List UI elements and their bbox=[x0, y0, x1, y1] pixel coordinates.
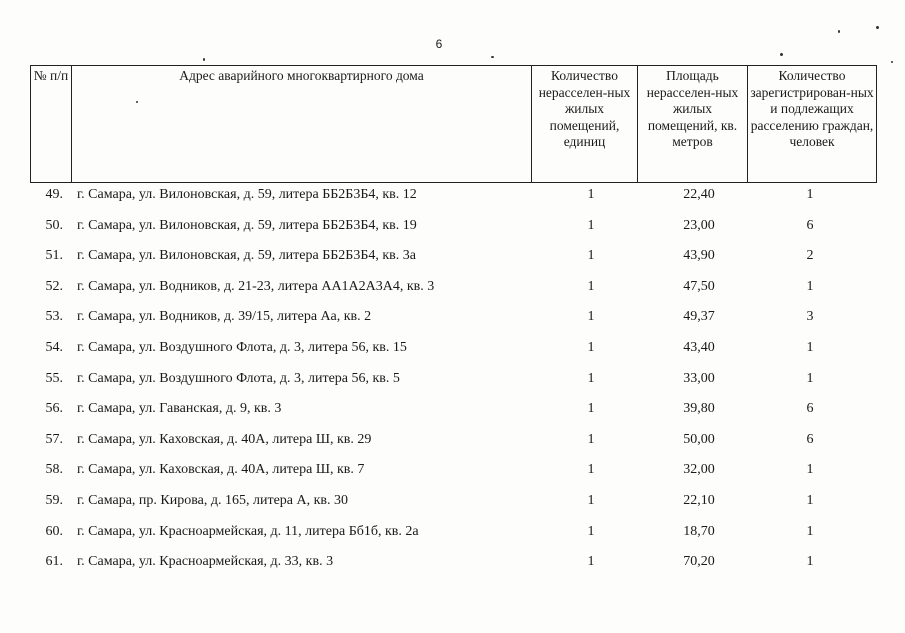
row-number: 53. bbox=[45, 309, 63, 325]
row-people: 3 bbox=[806, 309, 814, 325]
row-units: 1 bbox=[587, 492, 595, 508]
row-area: 22,10 bbox=[683, 492, 715, 508]
row-number: 50. bbox=[45, 217, 63, 233]
table-row bbox=[30, 550, 876, 581]
row-units: 1 bbox=[587, 554, 595, 570]
row-number: 59. bbox=[45, 492, 63, 508]
row-area: 43,90 bbox=[683, 248, 715, 264]
table-row bbox=[30, 520, 876, 551]
table-row bbox=[30, 489, 876, 520]
row-people: 1 bbox=[806, 370, 814, 386]
header-address: Адрес аварийного многоквартирного дома bbox=[72, 66, 532, 183]
row-area: 22,40 bbox=[683, 187, 715, 202]
row-units: 1 bbox=[587, 431, 595, 447]
row-number: 51. bbox=[45, 248, 63, 264]
scan-speck bbox=[780, 53, 783, 56]
row-address: г. Самара, ул. Вилоновская, д. 59, литера ББ2Б3Б4, кв. 3а bbox=[77, 248, 417, 264]
header-people: Количество зарегистрирован-ных и подлежащих расселению граждан, человек bbox=[748, 66, 877, 183]
row-address: г. Самара, пр. Кирова, д. 165, литера А, кв. 30 bbox=[77, 492, 349, 508]
row-address: г. Самара, ул. Водников, д. 21-23, литера АА1А2А3А4, кв. 3 bbox=[77, 278, 435, 294]
row-address: г. Самара, ул. Водников, д. 39/15, литера Аа, кв. 2 bbox=[77, 309, 372, 325]
row-number: 56. bbox=[45, 401, 63, 417]
table-row bbox=[30, 305, 876, 336]
row-people: 6 bbox=[806, 217, 814, 233]
row-people: 1 bbox=[806, 462, 814, 478]
row-units: 1 bbox=[587, 217, 595, 233]
row-units: 1 bbox=[587, 309, 595, 325]
row-area: 50,00 bbox=[683, 431, 715, 447]
table-row bbox=[30, 428, 876, 459]
row-address: г. Самара, ул. Вилоновская, д. 59, литера ББ2Б3Б4, кв. 19 bbox=[77, 217, 417, 233]
table-row bbox=[30, 214, 876, 245]
row-people: 1 bbox=[806, 523, 814, 539]
row-address: г. Самара, ул. Воздушного Флота, д. 3, литера 56, кв. 15 bbox=[77, 339, 407, 355]
row-number: 60. bbox=[45, 523, 63, 539]
header-units: Количество нерасселен-ных жилых помещений, единиц bbox=[532, 66, 638, 183]
row-units: 1 bbox=[587, 248, 595, 264]
row-area: 70,20 bbox=[683, 554, 715, 570]
row-people: 2 bbox=[806, 248, 814, 264]
row-address: г. Самара, ул. Красноармейская, д. 11, литера Бб1б, кв. 2а bbox=[77, 523, 419, 539]
row-number: 54. bbox=[45, 339, 63, 355]
scan-speck bbox=[876, 26, 879, 29]
row-units: 1 bbox=[587, 278, 595, 294]
row-people: 1 bbox=[806, 339, 814, 355]
row-area: 18,70 bbox=[683, 523, 715, 539]
row-address: г. Самара, ул. Каховская, д. 40А, литера Ш, кв. 29 bbox=[77, 431, 372, 447]
row-area: 47,50 bbox=[683, 278, 715, 294]
row-people: 6 bbox=[806, 431, 814, 447]
row-address: г. Самара, ул. Вилоновская, д. 59, литера ББ2Б3Б4, кв. 12 bbox=[77, 187, 417, 202]
row-units: 1 bbox=[587, 462, 595, 478]
row-area: 23,00 bbox=[683, 217, 715, 233]
row-area: 32,00 bbox=[683, 462, 715, 478]
row-number: 49. bbox=[45, 187, 63, 202]
table-row bbox=[30, 397, 876, 428]
row-address: г. Самара, ул. Каховская, д. 40А, литера Ш, кв. 7 bbox=[77, 462, 365, 478]
row-area: 39,80 bbox=[683, 401, 715, 417]
row-people: 1 bbox=[806, 187, 814, 202]
scan-speck bbox=[203, 58, 205, 61]
row-area: 49,37 bbox=[683, 309, 715, 325]
row-people: 1 bbox=[806, 554, 814, 570]
scan-speck bbox=[838, 30, 840, 33]
header-area: Площадь нерасселен-ных жилых помещений, кв. метров bbox=[638, 66, 748, 183]
page-number: 6 bbox=[435, 37, 443, 51]
row-number: 55. bbox=[45, 370, 63, 386]
table-row bbox=[30, 183, 876, 214]
table-row bbox=[30, 244, 876, 275]
row-people: 1 bbox=[806, 278, 814, 294]
row-units: 1 bbox=[587, 339, 595, 355]
row-number: 61. bbox=[45, 554, 63, 570]
row-address: г. Самара, ул. Воздушного Флота, д. 3, литера 56, кв. 5 bbox=[77, 370, 400, 386]
table-row bbox=[30, 336, 876, 367]
table-row bbox=[30, 458, 876, 489]
row-units: 1 bbox=[587, 523, 595, 539]
row-number: 52. bbox=[45, 278, 63, 294]
row-people: 6 bbox=[806, 401, 814, 417]
row-number: 58. bbox=[45, 462, 63, 478]
table-row bbox=[30, 367, 876, 398]
row-number: 57. bbox=[45, 431, 63, 447]
table-row bbox=[30, 275, 876, 306]
row-units: 1 bbox=[587, 401, 595, 417]
header-row bbox=[31, 66, 877, 183]
row-address: г. Самара, ул. Красноармейская, д. 33, кв. 3 bbox=[77, 554, 334, 570]
scan-speck bbox=[491, 56, 494, 58]
row-units: 1 bbox=[587, 370, 595, 386]
scan-speck bbox=[891, 61, 893, 63]
row-units: 1 bbox=[587, 187, 595, 202]
row-address: г. Самара, ул. Гаванская, д. 9, кв. 3 bbox=[77, 401, 282, 417]
row-people: 1 bbox=[806, 492, 814, 508]
table-header bbox=[30, 65, 877, 183]
row-area: 33,00 bbox=[683, 370, 715, 386]
row-area: 43,40 bbox=[683, 339, 715, 355]
header-number: № п/п bbox=[31, 66, 72, 183]
table-body bbox=[30, 183, 876, 581]
